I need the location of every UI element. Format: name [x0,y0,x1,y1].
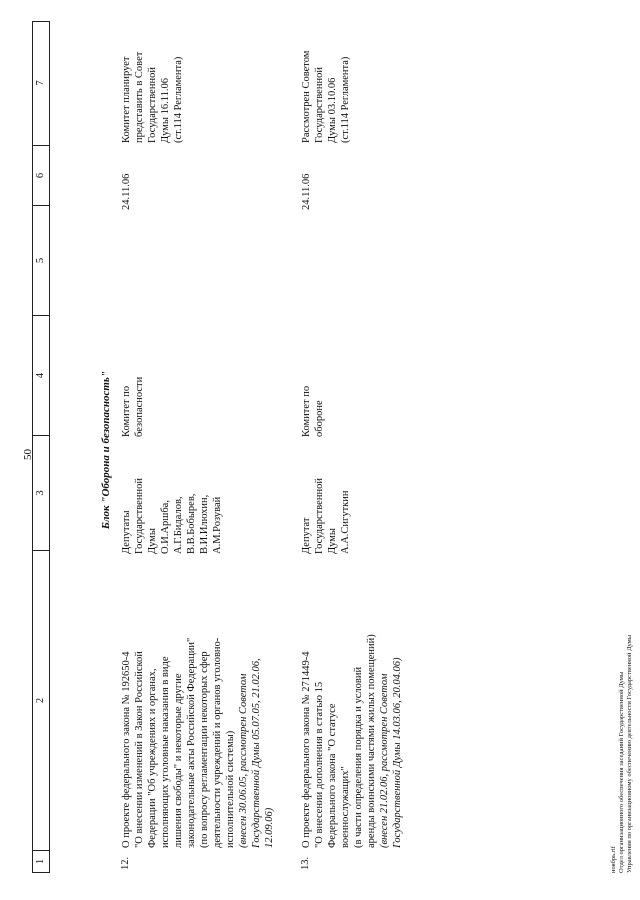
author-line: Государственной [134,478,145,554]
column-header: 4 [33,315,49,435]
column-header: 3 [33,435,49,550]
description-line: Федерации "Об учреждениях и органах, [147,668,158,848]
description-line: военнослужащих" [340,766,351,848]
footer-department: Отдел организационного обеспечения заседаний Государственной Думы [618,671,625,873]
submission-info-line: 12.09.06) [264,807,275,848]
author-line: О.И.Аршба, [160,500,171,554]
note-line: Думы 16.11.06 [160,78,171,143]
description-line: (по вопросу регламентации некоторых сфер [199,651,210,848]
description-line: аренды воинскими частями жилых помещений) [366,634,377,848]
column-header: 7 [35,80,46,86]
author-line: В.И.Илюхин, [199,494,210,554]
description-line: О проекте федерального закона № 271449-4 [301,651,312,848]
note-line: Государственной [147,67,158,143]
author-line: А.А.Сигуткин [340,490,351,554]
note-line: (ст.114 Регламента) [340,56,351,143]
row-number: 13. [300,856,311,870]
committee-line: обороне [314,400,325,437]
committee-line: Комитет по [301,385,312,437]
note-line: Государственной [314,67,325,143]
description-line: "О внесении дополнения в статью 15 [314,681,325,848]
row-date: 24.11.06 [121,173,132,210]
column-header: 2 [33,550,49,850]
author-line: В.В.Бобырев, [186,493,197,554]
description-line: (в части определения порядка и условий [353,666,364,848]
note-line: Комитет планирует [121,56,132,143]
submission-info-line: Государственной Думы 14.03.06, 20.04.06) [392,657,403,848]
description-line: лишения свободы" и некоторые другие [173,673,184,848]
column-header: 5 [33,205,49,315]
author-line: Думы [147,528,158,554]
author-line: Депутаты [121,510,132,554]
footer [610,635,634,873]
row-description [300,634,404,848]
submission-info-line: (внесен 21.02.06, рассмотрен Советом [379,673,390,848]
author-line: А.М.Розувай [212,496,223,554]
footer-directorate: Управления по организационному обеспечению деятельности Государственной Думы [626,634,633,873]
committee-line: безопасности [134,376,145,437]
author-line: Государственной [314,478,325,554]
description-line: "О внесении изменений в Закон Российской [134,651,145,848]
author-line: Думы [327,528,338,554]
description-line: О проекте федерального закона № 192650-4 [121,651,132,848]
column-header: 1 [33,850,49,872]
row-authors [300,478,352,554]
row-committee [120,377,146,437]
row-authors [120,478,224,554]
note-line: (ст.114 Регламента) [173,56,184,143]
description-line: деятельности учреждений и органов уголовно- [212,637,223,848]
description-line: Федерального закона "О статусе [327,703,338,848]
row-committee [300,386,326,437]
author-line: Депутат [301,517,312,554]
block-title: Блок "Оборона и безопасность" [100,370,112,530]
row-description [120,638,276,848]
row-date: 24.11.06 [301,173,312,210]
note-line: Рассмотрен Советом [301,50,312,143]
note-line: Думы 03.10.06 [327,77,338,143]
description-line: исполняющих уголовные наказания в виде [160,656,171,848]
submission-info-line: (внесен 30.06.05, рассмотрен Советом [238,673,249,848]
column-header-row [32,21,50,873]
author-line: А.Г.Бидалов, [173,496,184,554]
page-number: 50 [22,449,34,460]
description-line: исполнительной системы) [225,730,236,848]
description-line: законодательные акты Российской Федерации" [186,637,197,848]
submission-info-line: Государственной Думы 05.07.05, 21.02.06, [251,658,262,848]
column-header: 6 [33,145,49,205]
row-note [120,52,185,143]
committee-line: Комитет по [121,385,132,437]
note-line: представить в Совет [134,51,145,143]
row-number: 12. [120,856,131,870]
footer-filename: ноябрь.rtf [610,846,617,873]
row-note [300,51,352,143]
